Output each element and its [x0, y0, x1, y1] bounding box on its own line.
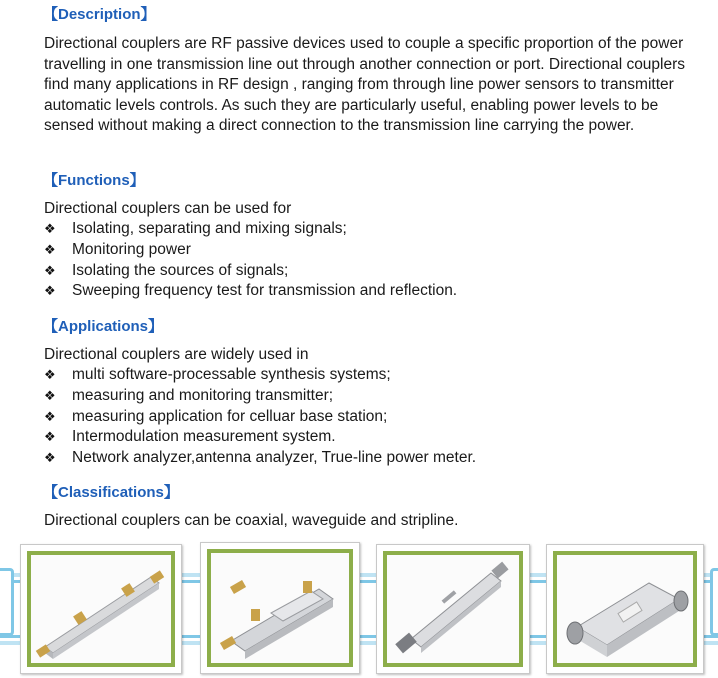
- description-heading: 【Description】: [43, 6, 156, 23]
- list-item: ❖ Sweeping frequency test for transmission and reflection.: [44, 281, 457, 302]
- bullet-icon: ❖: [44, 262, 56, 278]
- product-photo-4: [546, 544, 704, 674]
- list-item: ❖ Isolating, separating and mixing signals;: [44, 219, 457, 240]
- applications-heading: 【Applications】: [43, 318, 164, 335]
- list-item: ❖ Intermodulation measurement system.: [44, 427, 476, 448]
- bullet-icon: ❖: [44, 241, 56, 257]
- bullet-icon: ❖: [44, 221, 56, 236]
- functions-heading: 【Functions】: [43, 172, 145, 189]
- product-photo-2: [200, 542, 360, 674]
- product-photo-strip: [0, 540, 718, 678]
- product-photo-3: [376, 544, 530, 674]
- bullet-icon: ❖: [44, 387, 56, 403]
- list-item: ❖ measuring and monitoring transmitter;: [44, 386, 476, 407]
- list-item: ❖ measuring application for celluar base station;: [44, 407, 476, 428]
- coupler-n-type-image: [557, 555, 693, 663]
- bullet-icon: ❖: [44, 429, 56, 445]
- description-text: Directional couplers are RF passive devices used to couple a specific proportion of the power travelling in one transmission line out through another connection or port. Directional couplers find many applications in RF design , ranging from through line power sensors to transmitter automatic levels controls. As such they are particularly useful, enabling power levels to be sensed without making a direct connection to the transmission line carrying the power.: [44, 35, 686, 134]
- coupler-long-image: [31, 555, 171, 663]
- bullet-icon: ❖: [44, 450, 56, 466]
- list-item: ❖ Isolating the sources of signals;: [44, 261, 457, 282]
- bullet-icon: ❖: [44, 283, 56, 299]
- product-photo-1: [20, 544, 182, 674]
- list-item: ❖ Monitoring power: [44, 240, 457, 261]
- functions-list: [44, 219, 457, 302]
- list-item: ❖ Network analyzer,antenna analyzer, True-line power meter.: [44, 448, 476, 469]
- bullet-icon: ❖: [44, 408, 56, 424]
- classifications-text: Directional couplers can be coaxial, waveguide and stripline.: [44, 512, 459, 529]
- strip-end-cap: [710, 568, 718, 636]
- functions-intro: Directional couplers can be used for: [44, 200, 292, 217]
- classifications-heading: 【Classifications】: [43, 484, 179, 501]
- coupler-stepped-image: [211, 553, 349, 663]
- bullet-icon: ❖: [44, 367, 56, 382]
- coupler-diagonal-image: [387, 555, 519, 663]
- applications-intro: Directional couplers are widely used in: [44, 346, 309, 363]
- applications-list: [44, 365, 476, 469]
- list-item: ❖ multi software-processable synthesis systems;: [44, 365, 476, 386]
- strip-end-cap: [0, 568, 14, 636]
